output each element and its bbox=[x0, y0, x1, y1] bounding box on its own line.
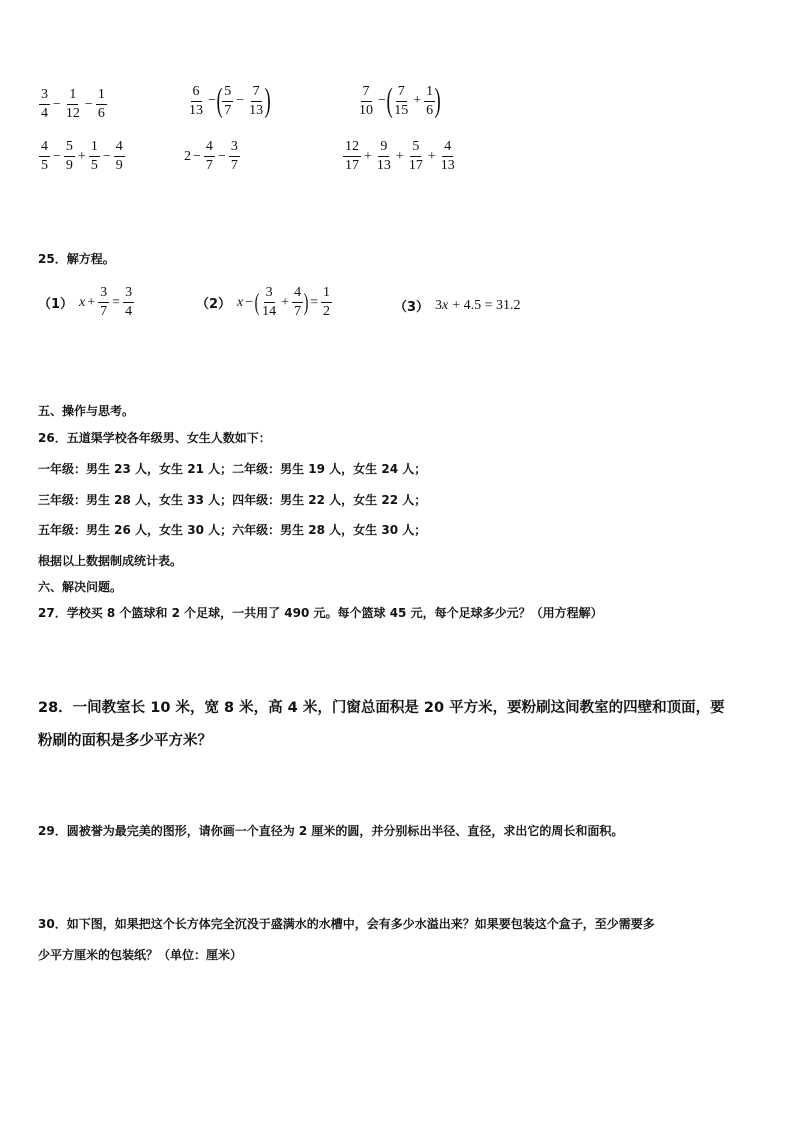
question-27: 27．学校买 8 个篮球和 2 个足球，一共用了 490 元。每个篮球 45 元，每个足球多少元？（用方程解） bbox=[38, 606, 603, 620]
question-26-line-2: 三年级：男生 28 人，女生 33 人；四年级：男生 22 人，女生 22 人； bbox=[38, 493, 427, 507]
equation-2: （2） x − ( $\frac{3}{14}$ + $\frac{4}{7}$ ) = $\frac{1}{2}$ bbox=[196, 285, 330, 319]
equation-3: （3） 3 x + 4.5 = 31.2 bbox=[394, 297, 521, 315]
question-25-title: 25．解方程。 bbox=[38, 252, 115, 266]
fraction: $\frac{1}{6}$ bbox=[426, 83, 434, 118]
fraction: $\frac{6}{13}$ bbox=[189, 83, 203, 118]
fraction: $\frac{4}{7}$ bbox=[294, 285, 302, 319]
section-6-heading: 六、解决问题。 bbox=[38, 580, 123, 594]
expression-2-1: $\frac{4}{5}$ − $\frac{5}{9}$ + $\frac{1}{5}$ − $\frac{4}{9}$ bbox=[41, 139, 123, 173]
fraction: $\frac{1}{5}$ bbox=[90, 139, 98, 173]
fraction: $\frac{4}{13}$ bbox=[440, 139, 455, 173]
expression-1-2: $\frac{6}{13}$ − ( $\frac{5}{7}$ − $\frac{7}{13}$ ) bbox=[189, 82, 271, 119]
fraction: $\frac{4}{7}$ bbox=[205, 139, 213, 173]
fraction: $\frac{4}{5}$ bbox=[41, 139, 48, 173]
fraction: $\frac{3}{4}$ bbox=[125, 285, 133, 319]
fraction: $\frac{5}{7}$ bbox=[224, 83, 232, 118]
fraction: $\frac{3}{7}$ bbox=[100, 285, 108, 319]
fraction: $\frac{1}{2}$ bbox=[322, 285, 330, 319]
fraction: $\frac{7}{15}$ bbox=[394, 83, 409, 118]
expression-1-1: $\frac{3}{4}$ − $\frac{1}{12}$ − $\frac{1}{6}$ bbox=[41, 87, 105, 121]
question-30-line-1: 30．如下图，如果把这个长方体完全沉没于盛满水的水槽中，会有多少水溢出来？如果要包装这个盒子，至少需要多 bbox=[38, 917, 655, 931]
fraction: $\frac{5}{17}$ bbox=[408, 139, 423, 173]
section-5-heading: 五、操作与思考。 bbox=[38, 404, 135, 418]
fraction: $\frac{7}{10}$ bbox=[359, 83, 373, 118]
question-28-line-2: 粉刷的面积是多少平方米？ bbox=[38, 733, 212, 749]
question-29: 29．圆被誉为最完美的图形，请你画一个直径为 2 厘米的圆，并分别标出半径、直径，求出它的周长和面积。 bbox=[38, 824, 624, 838]
expression-2-2: 2 − $\frac{4}{7}$ − $\frac{3}{7}$ bbox=[184, 139, 238, 173]
fraction: $\frac{9}{13}$ bbox=[376, 139, 391, 173]
fraction: $\frac{3}{14}$ bbox=[262, 285, 277, 319]
expression-1-3: $\frac{7}{10}$ − ( $\frac{7}{15}$ + $\frac{1}{6}$ ) bbox=[359, 82, 441, 119]
question-28-line-1: 28．一间教室长 10 米，宽 8 米，高 4 米，门窗总面积是 20 平方米，要粉刷这间教室的四壁和顶面，要 bbox=[38, 700, 725, 716]
question-26-title: 26．五道渠学校各年级男、女生人数如下： bbox=[38, 431, 271, 445]
fraction: $\frac{1}{6}$ bbox=[97, 87, 105, 121]
fraction: $\frac{7}{13}$ bbox=[249, 83, 264, 118]
question-30-line-2: 少平方厘米的包装纸？（单位：厘米） bbox=[38, 948, 243, 962]
expression-2-3: $\frac{12}{17}$ + $\frac{9}{13}$ + $\frac{5}{17}$ + $\frac{4}{13}$ bbox=[345, 139, 455, 173]
equation-1: （1） x + $\frac{3}{7}$ = $\frac{3}{4}$ bbox=[38, 285, 133, 319]
question-26-line-1: 一年级：男生 23 人，女生 21 人；二年级：男生 19 人，女生 24 人； bbox=[38, 462, 427, 476]
fraction: $\frac{3}{7}$ bbox=[230, 139, 238, 173]
fraction: $\frac{1}{12}$ bbox=[65, 87, 80, 121]
fraction: $\frac{12}{17}$ bbox=[345, 139, 359, 173]
fraction: $\frac{5}{9}$ bbox=[65, 139, 73, 173]
fraction: $\frac{3}{4}$ bbox=[41, 87, 48, 121]
question-26-footer: 根据以上数据制成统计表。 bbox=[38, 554, 183, 568]
fraction: $\frac{4}{9}$ bbox=[115, 139, 123, 173]
question-26-line-3: 五年级：男生 26 人，女生 30 人；六年级：男生 28 人，女生 30 人； bbox=[38, 523, 427, 537]
